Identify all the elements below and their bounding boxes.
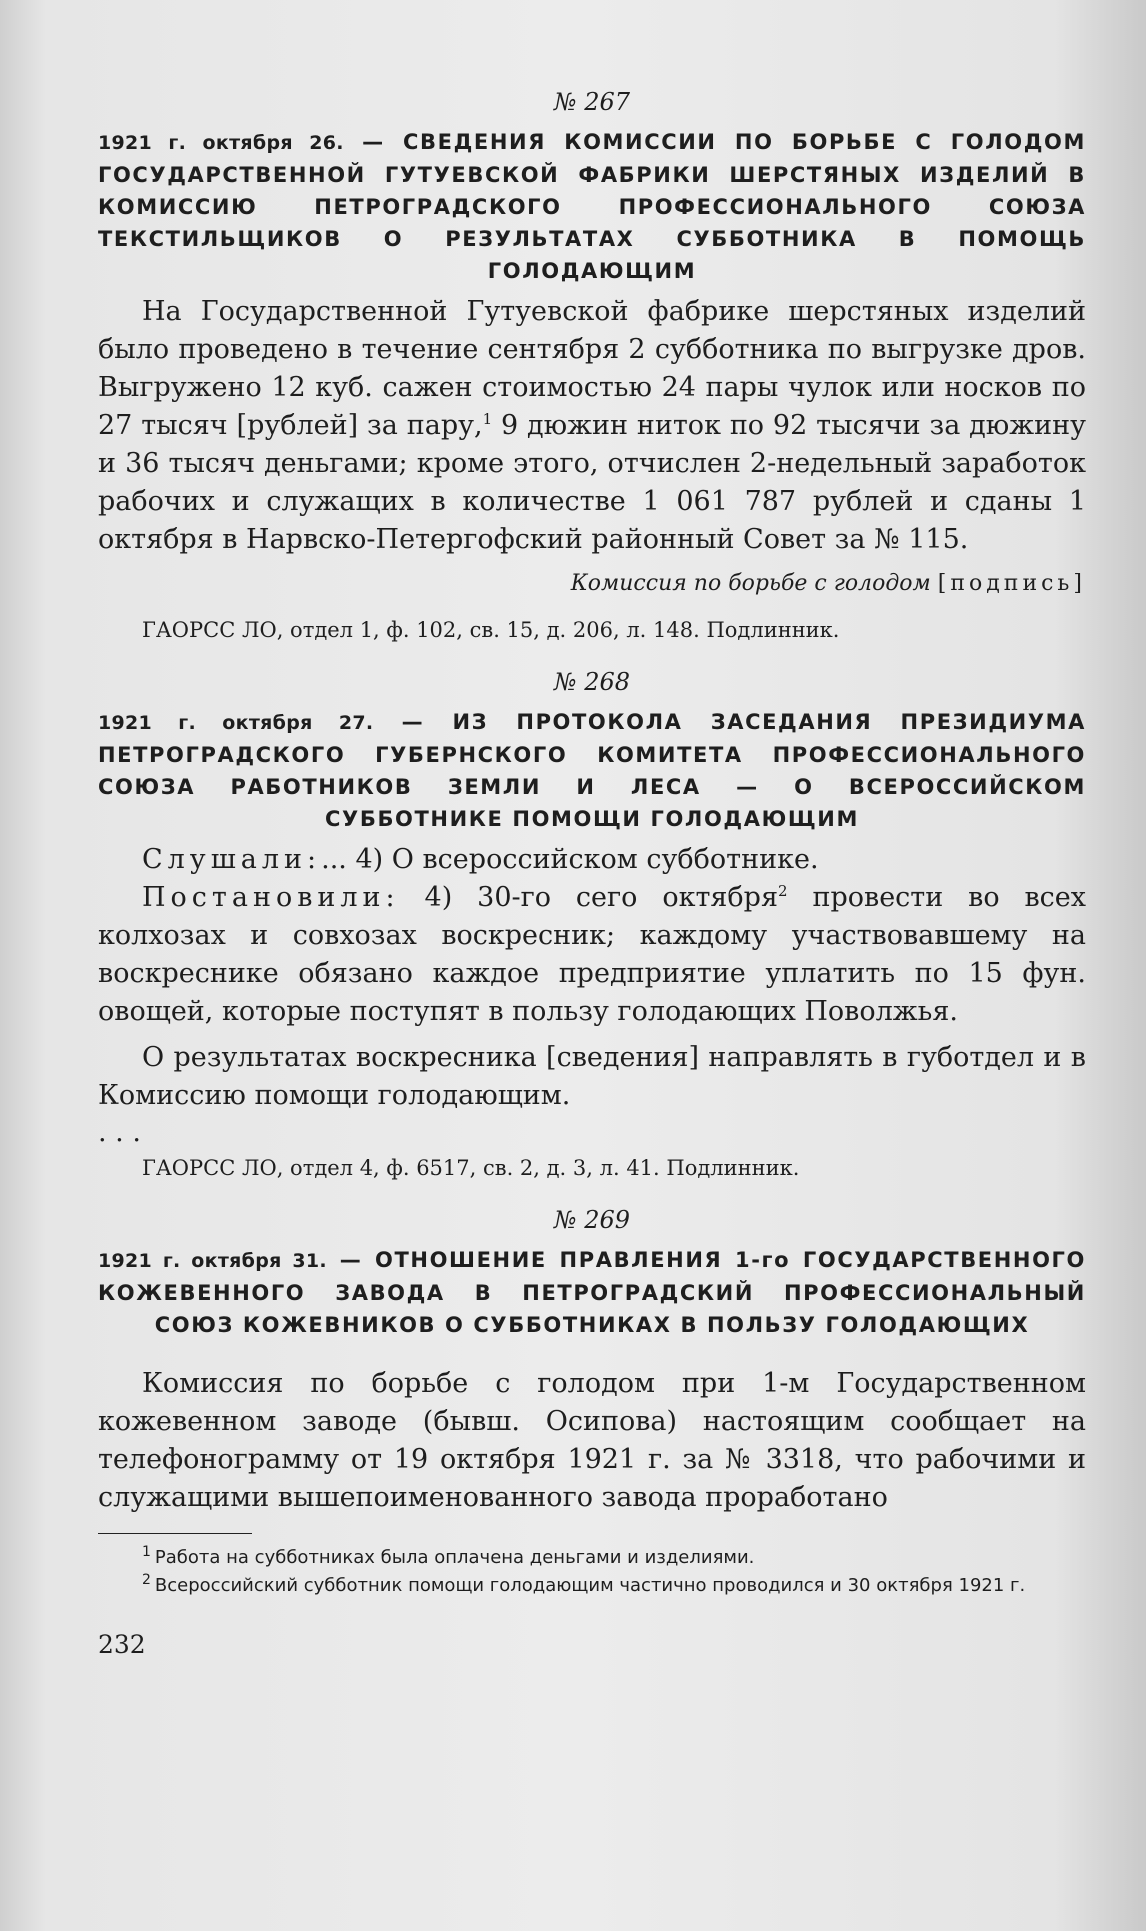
footnote-text: Всероссийский субботник помощи голодающим частично проводился и 30 октября 1921 г.: [154, 1575, 1026, 1596]
result-paragraph: О результатах воскресника [сведения] направлять в губотдел и в Комиссию помощи голодающим.: [98, 1042, 1086, 1111]
document-body: Комиссия по борьбе с голодом при 1-м Государственном кожевенном заводе (бывш. Осипова) настоящим сообщает на телефонограмму от 19 октября 1921 г. за № 3318, что рабочими и служащими вышепоименованного завода проработано: [98, 1368, 1086, 1513]
resolved-text-part2: провести во всех колхозах и совхозах воскресник; каждому участвовавшему на воскреснике обязано каждое предприятие уплатить по 15 фун. овощей, которые поступят в пользу голодающих Поволжья.: [98, 882, 1086, 1027]
document-269: [98, 1206, 1086, 1517]
document-title: — СВЕДЕНИЯ КОМИССИИ ПО БОРЬБЕ С ГОЛОДОМ ГОСУДАРСТВЕННОЙ ГУТУЕВСКОЙ ФАБРИКИ ШЕРСТЯНЫХ ИЗДЕЛИЙ В КОМИССИЮ ПЕТРОГРАДСКОГО ПРОФЕССИОНАЛЬНОГО СОЮЗА ТЕКСТИЛЬЩИКОВ О РЕЗУЛЬТАТАХ СУББОТНИКА В ПОМОЩЬ ГОЛОДАЮЩИМ: [98, 130, 1086, 283]
document-body: [98, 293, 1086, 559]
body-text-part1: На Государственной Гутуевской фабрике шерстяных изделий было проведено в течение сентября 2 субботника по выгрузке дров. Выгружено 12 куб. сажен стоимостью 24 пары чулок или носков по 27 тысяч [рублей] за пару,: [98, 296, 1086, 441]
heard-paragraph: [98, 841, 1086, 879]
document-number: № 268: [553, 668, 631, 696]
document-title: — ОТНОШЕНИЕ ПРАВЛЕНИЯ 1-го ГОСУДАРСТВЕННОГО КОЖЕВЕННОГО ЗАВОДА В ПЕТРОГРАДСКИЙ ПРОФЕССИОНАЛЬНЫЙ СОЮЗ КОЖЕВНИКОВ О СУББОТНИКАХ В ПОЛЬЗУ ГОЛОДАЮЩИХ: [98, 1248, 1086, 1337]
archive-reference: ГАОРСС ЛО, отдел 4, ф. 6517, св. 2, д. 3, л. 41. Подлинник.: [142, 1156, 800, 1180]
footnote-ref: 1: [482, 410, 493, 428]
omission-ellipsis: . . .: [98, 1117, 141, 1148]
document-268: [98, 668, 1086, 1180]
document-heading: [98, 706, 1086, 835]
page-number: 232: [98, 1630, 146, 1659]
resolved-label: Постановили:: [142, 882, 400, 913]
document-date: 1921 г. октября 26.: [98, 132, 344, 154]
footnote-1: [98, 1544, 1086, 1572]
document-title: — ИЗ ПРОТОКОЛА ЗАСЕДАНИЯ ПРЕЗИДИУМА ПЕТРОГРАДСКОГО ГУБЕРНСКОГО КОМИТЕТА ПРОФЕССИОНАЛЬНОГО СОЮЗА РАБОТНИКОВ ЗЕМЛИ И ЛЕСА — О ВСЕРОССИЙСКОМ СУББОТНИКЕ ПОМОЩИ ГОЛОДАЮЩИМ: [98, 710, 1086, 831]
heard-text: ... 4) О всероссийском субботнике.: [321, 844, 819, 875]
signature-name: Комиссия по борьбе с голодом: [570, 571, 931, 596]
document-267: [98, 88, 1086, 642]
document-heading: [98, 1244, 1086, 1341]
footnote-divider: [98, 1533, 252, 1534]
footnote-text: Работа на субботниках была оплачена деньгами и изделиями.: [154, 1547, 755, 1568]
footnote-2: [98, 1572, 1086, 1600]
document-number: № 267: [553, 88, 631, 116]
signature-mark: [подпись]: [937, 571, 1086, 596]
footnote-ref: 2: [778, 882, 788, 900]
signature: [98, 571, 1086, 596]
archive-reference: ГАОРСС ЛО, отдел 1, ф. 102, св. 15, д. 206, л. 148. Подлинник.: [142, 618, 840, 642]
footnote-mark: 1: [142, 1544, 151, 1560]
heard-label: Слушали:: [142, 844, 322, 875]
body-text-part2: 9 дюжин ниток по 92 тысячи за дюжину и 36 тысяч деньгами; кроме этого, отчислен 2-недельный заработок рабочих и служащих в количестве 1 061 787 рублей и сданы 1 октября в Нарвско-Петергофский районный Совет за № 115.: [98, 410, 1087, 555]
resolved-paragraph: [98, 879, 1086, 1031]
resolved-text-part1: 4) 30-го сего октября: [399, 882, 779, 913]
document-date: 1921 г. октября 27.: [98, 712, 374, 734]
document-date: 1921 г. октября 31.: [98, 1250, 327, 1272]
footnote-mark: 2: [142, 1572, 151, 1588]
document-number: № 269: [553, 1206, 631, 1234]
document-heading: [98, 126, 1086, 287]
